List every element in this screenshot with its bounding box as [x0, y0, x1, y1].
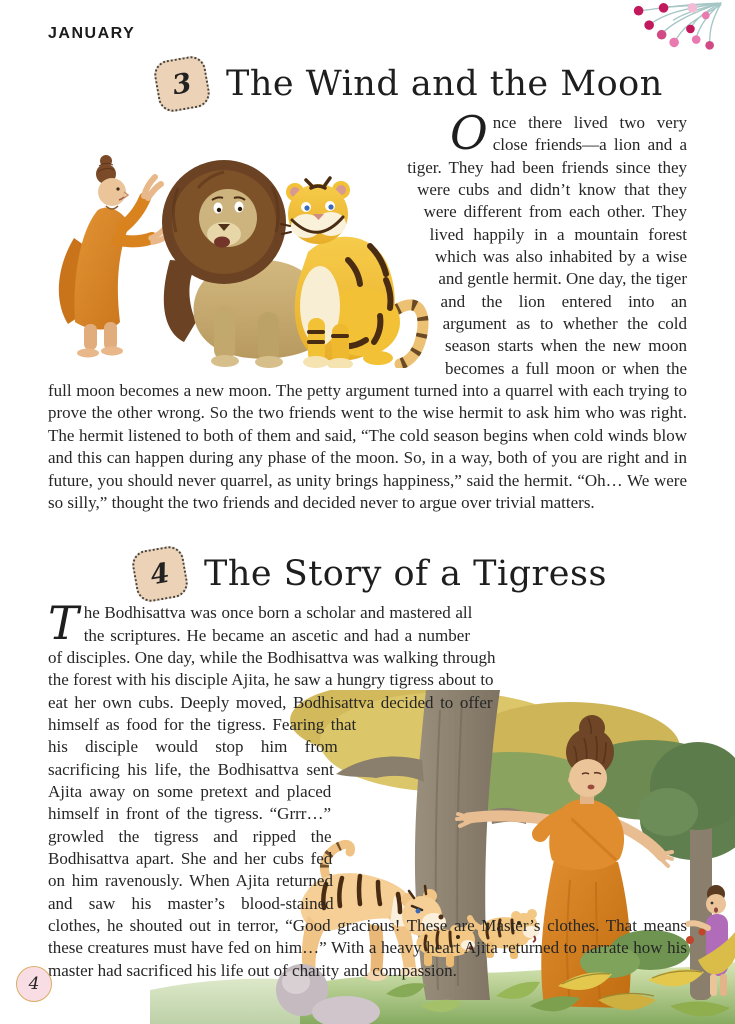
story4-heading	[134, 548, 687, 600]
story4-number-badge: 4	[130, 544, 190, 604]
story4-dropcap: T	[48, 596, 79, 651]
page-number-badge: 4	[16, 966, 52, 1002]
story3-title: The Wind and the Moon	[226, 64, 663, 104]
month-header: JANUARY	[48, 25, 136, 42]
story3-paragraph	[48, 106, 687, 514]
story3-body-text: nce there lived two very close friends—a lion and a tiger. They had been friends since they were cubs and didn’t know that they were different from each other. They lived happily in a mountain forest which was also inhabited by a wise and gentle hermit. One day, the tiger and the lion entered into an argument as to whether the cold season starts when the new moon becomes a full moon or when the full moon becomes a new moon. The petty argument turned into a quarrel with each trying to prove the other wrong. So the two friends went to the wise hermit to ask him who was right. The hermit listened to both of them and said, “The cold season begins when cold winds blow and this can happen during any phase of the moon. So, in a way, both of you are right and in future, you should never quarrel, as unity brings happiness,” said the hermit. “Oh… We were so silly,” thought the two friends and decided never to argue over trivial matters.	[48, 113, 687, 512]
story3-dropcap: O	[450, 106, 488, 160]
story3-heading	[156, 58, 687, 110]
story3-number-badge: 3	[152, 54, 212, 114]
text-wrap-shim-left	[48, 112, 450, 358]
story4-title: The Story of a Tigress	[204, 554, 607, 595]
story4-body-text: he Bodhisattva was once born a scholar and mastered all the scriptures. He became an ascetic and had a number of disciples. One day, while the Bodhisattva was walking through the forest with his disciple Ajita, he saw a hungry tigress about to eat her own cubs. Deeply moved, Bodhisattva decided to offer himself as food for the tigress. Fearing that his disciple would stop him from sacrificing his life, the Bodhisattva sent Ajita away on some pretext and placed himself in front of the tigress. “Grrr…” growled the tigress and ripped the Bodhisattva apart. She and her cubs fed on him ravenously. When Ajita returned and saw his master’s blood-stained clothes, he shouted out in terror, “Good gracious! These are Master’s clothes. That means these creatures must have fed on him…” With a heavy heart Ajita returned to narrate how his master had sacrificed his life out of charity and compassion.	[48, 603, 687, 980]
story4-paragraph	[48, 596, 687, 982]
